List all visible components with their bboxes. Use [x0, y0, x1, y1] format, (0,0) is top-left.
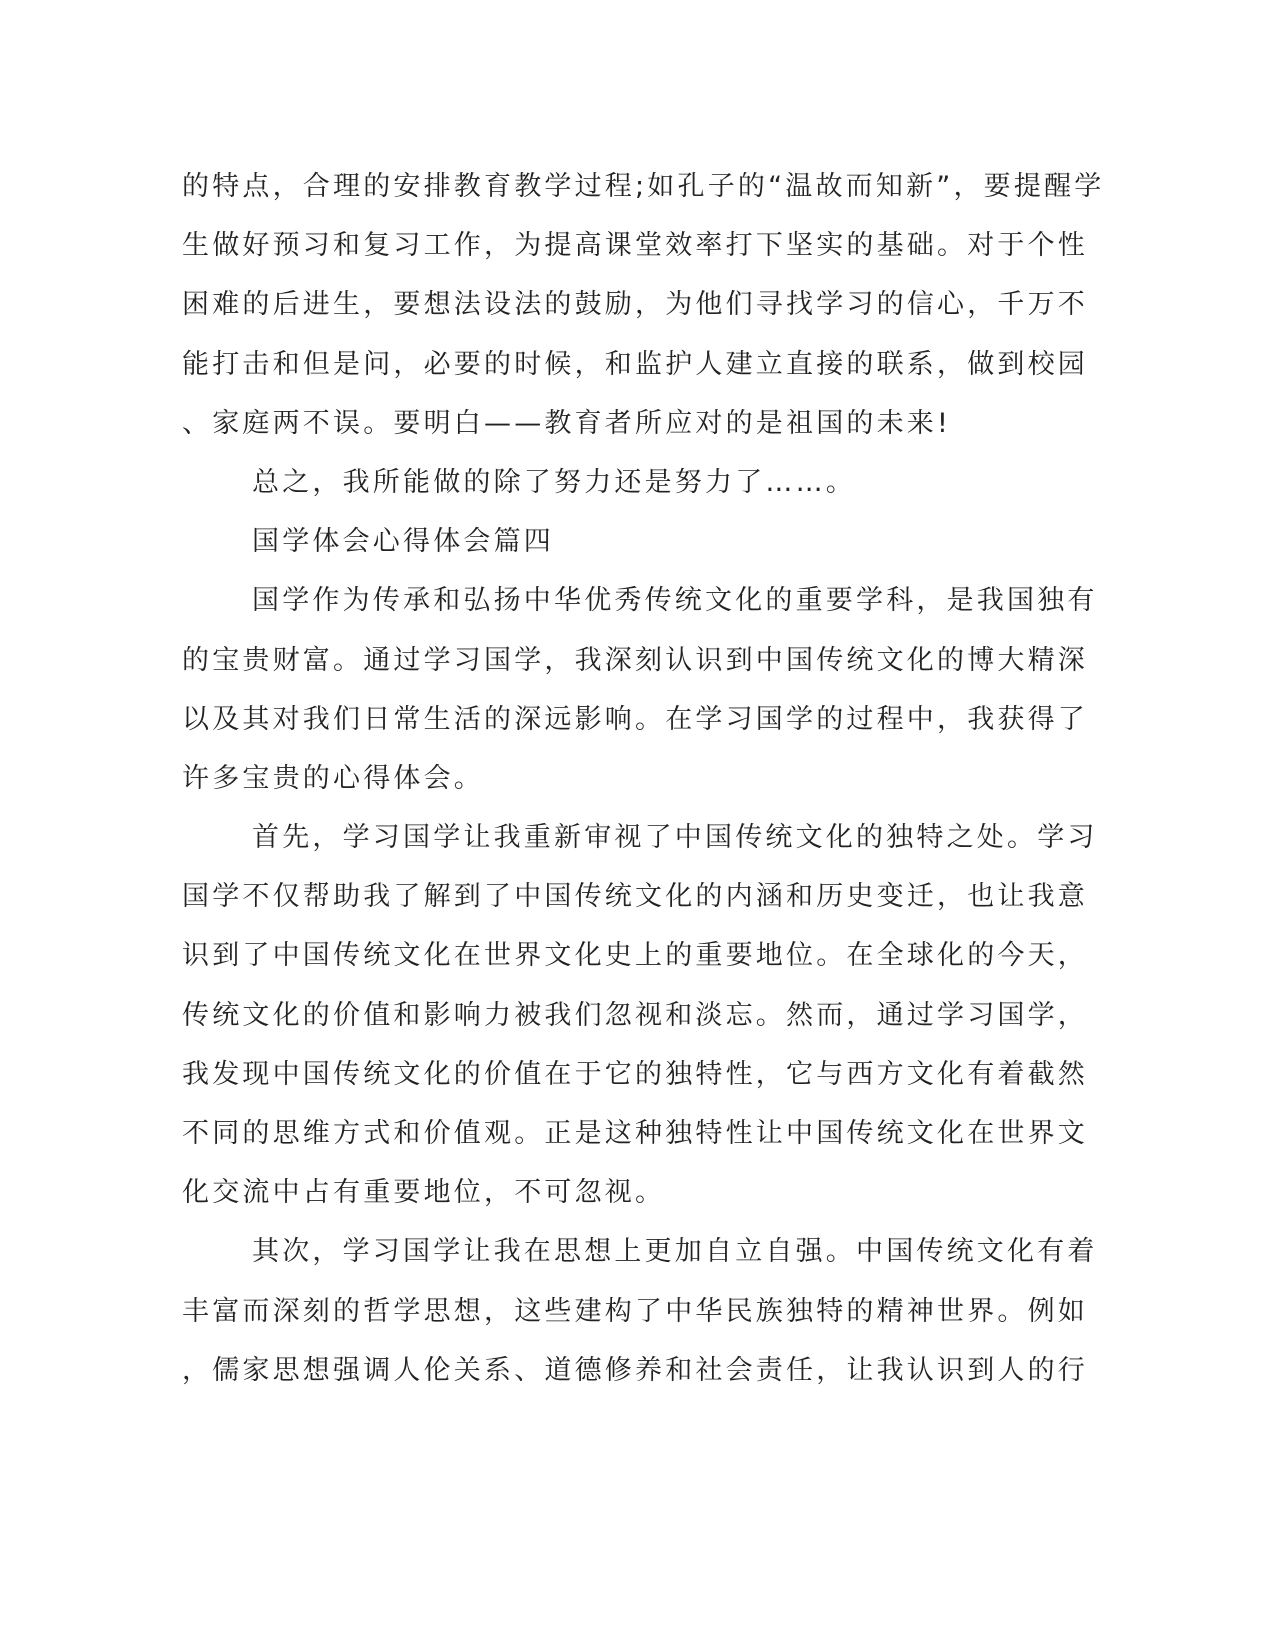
- text-line: 能打击和但是问，必要的时候，和监护人建立直接的联系，做到校园: [182, 348, 1088, 380]
- text-line: 总之，我所能做的除了努力还是努力了……。: [252, 466, 856, 498]
- text-line: 的特点，合理的安排教育教学过程;如孔子的“温故而知新”，要提醒学: [182, 171, 1105, 202]
- text-line: 其次，学习国学让我在思想上更加自立自强。中国传统文化有着: [252, 1236, 1098, 1268]
- text-line: 不同的思维方式和价值观。正是这种独特性让中国传统文化在世界文: [182, 1118, 1088, 1149]
- text-line: 化交流中占有重要地位，不可忽视。: [182, 1177, 666, 1209]
- document-body: [182, 157, 1105, 1400]
- text-line: 识到了中国传统文化在世界文化史上的重要地位。在全球化的今天，: [182, 940, 1088, 972]
- text-line: 许多宝贵的心得体会。: [182, 762, 484, 794]
- text-line: 国学不仅帮助我了解到了中国传统文化的内涵和历史变迁，也让我意: [182, 881, 1088, 913]
- text-line: 生做好预习和复习工作，为提高课堂效率打下坚实的基础。对于个性: [182, 230, 1088, 262]
- text-line: ，儒家思想强调人伦关系、道德修养和社会责任，让我认识到人的行: [182, 1354, 1088, 1386]
- text-line: 国学作为传承和弘扬中华优秀传统文化的重要学科，是我国独有: [252, 585, 1098, 617]
- text-line: 、家庭两不误。要明白——教育者所应对的是祖国的未来!: [182, 407, 952, 439]
- text-line: 丰富而深刻的哲学思想，这些建构了中华民族独特的精神世界。例如: [182, 1295, 1088, 1327]
- text-line: 困难的后进生，要想法设法的鼓励，为他们寻找学习的信心，千万不: [182, 289, 1088, 321]
- text-line: 传统文化的价值和影响力被我们忽视和淡忘。然而，通过学习国学，: [182, 999, 1088, 1031]
- section-heading: 国学体会心得体会篇四: [252, 526, 554, 558]
- text-line: 的宝贵财富。通过学习国学，我深刻认识到中国传统文化的博大精深: [182, 644, 1088, 676]
- text-line: 首先，学习国学让我重新审视了中国传统文化的独特之处。学习: [252, 822, 1098, 854]
- text-line: 我发现中国传统文化的价值在于它的独特性，它与西方文化有着截然: [182, 1058, 1088, 1090]
- text-line: 以及其对我们日常生活的深远影响。在学习国学的过程中，我获得了: [182, 703, 1088, 735]
